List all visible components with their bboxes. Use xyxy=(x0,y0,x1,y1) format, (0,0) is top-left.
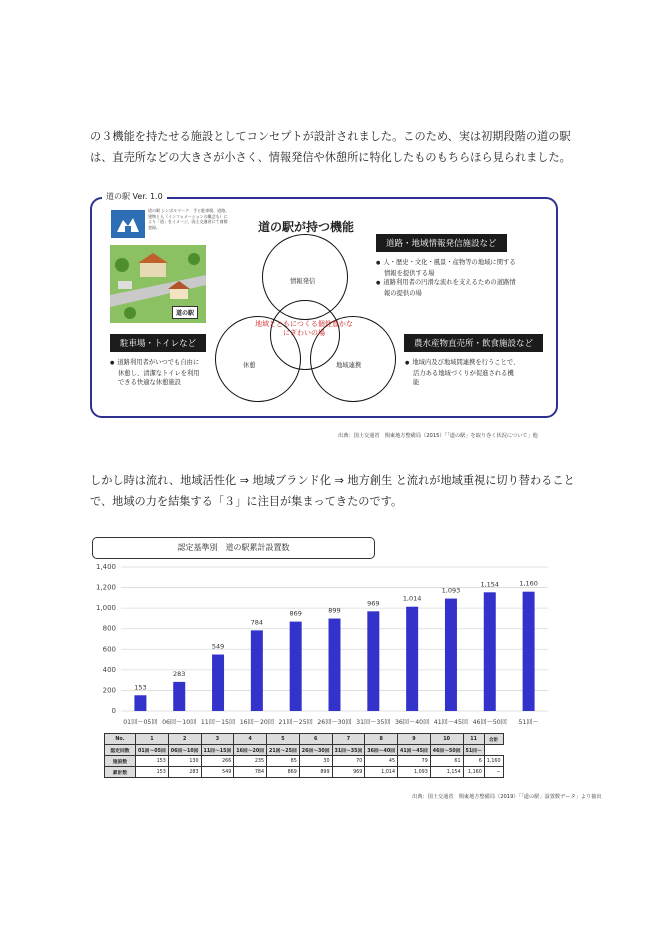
x-tick-label: 26回〜30回 xyxy=(317,719,352,726)
table-cell: 21回〜25回 xyxy=(267,745,300,756)
y-tick-label: 200 xyxy=(102,686,116,695)
table-header-cell: 1 xyxy=(136,734,169,745)
table-cell: 26回〜30回 xyxy=(299,745,332,756)
y-tick-label: 1,000 xyxy=(95,604,116,613)
diagram-title: 道の駅 Ver. 1.0 xyxy=(102,191,167,202)
bar-chart xyxy=(86,560,556,730)
chart-title: 認定基準別 道の駅累計設置数 xyxy=(92,537,375,559)
data-label: 283 xyxy=(173,669,186,678)
table-cell: 累計数 xyxy=(105,767,136,778)
table-cell: 1,014 xyxy=(365,767,398,778)
table-cell: 41回〜45回 xyxy=(398,745,431,756)
bullet-link-1: ● 地域内及び地域間連携を行うことで、活力ある地域づくりが促進される機能 xyxy=(405,358,520,388)
bar xyxy=(290,622,302,711)
table-cell: 61 xyxy=(430,756,463,767)
table-cell: 869 xyxy=(267,767,300,778)
data-label: 784 xyxy=(250,618,264,627)
data-label: 153 xyxy=(134,683,147,692)
paragraph-1: の３機能を持たせる施設としてコンセプトが設計されました。このため、実は初期段階の道の駅は、直売所などの大きさが小さく、情報発信や休憩所に特化したものもちらほら見られました。 xyxy=(90,130,571,164)
table-cell: 283 xyxy=(168,767,201,778)
table-header-row xyxy=(105,734,504,745)
table-header-cell: 3 xyxy=(201,734,234,745)
label-link-facility: 農水産物直売所・飲食施設など xyxy=(404,334,543,352)
table-cell: 11回〜15回 xyxy=(201,745,234,756)
table-cell: 85 xyxy=(267,756,300,767)
table-cell: 1,160 xyxy=(463,767,484,778)
bar xyxy=(173,682,185,711)
table-header-cell: 5 xyxy=(267,734,300,745)
table-header-cell: 10 xyxy=(430,734,463,745)
table-cell: 46回〜50回 xyxy=(430,745,463,756)
data-label: 1,154 xyxy=(480,580,500,589)
data-label: 549 xyxy=(211,642,225,651)
y-tick-label: 1,200 xyxy=(95,583,116,592)
bullets-rest xyxy=(110,358,205,388)
table-cell: 45 xyxy=(365,756,398,767)
table-cell: 認定回数 xyxy=(105,745,136,756)
x-tick-label: 01回〜05回 xyxy=(123,719,158,726)
table-cell: 969 xyxy=(332,767,365,778)
table-header-cell: 6 xyxy=(299,734,332,745)
bar xyxy=(484,592,496,711)
bar xyxy=(445,599,457,711)
bullets-link xyxy=(405,358,520,388)
table-row xyxy=(105,767,504,778)
table-cell: 1,160 xyxy=(484,756,503,767)
table-cell: 266 xyxy=(201,756,234,767)
michi-no-eki-logo-icon xyxy=(111,210,145,238)
x-tick-label: 51回〜 xyxy=(518,719,539,726)
circle-label-regional-link: 地域連携 xyxy=(336,362,362,369)
y-tick-label: 600 xyxy=(102,645,116,654)
x-tick-label: 46回〜50回 xyxy=(472,719,507,726)
table-cell: 1,093 xyxy=(398,767,431,778)
x-tick-label: 11回〜15回 xyxy=(200,719,236,726)
bar xyxy=(251,630,263,711)
table-header-cell: 2 xyxy=(168,734,201,745)
functions-title: 道の駅が持つ機能 xyxy=(258,220,355,234)
data-label: 1,160 xyxy=(519,579,538,588)
circle-label-rest: 休憩 xyxy=(243,362,256,369)
table-cell: 6 xyxy=(463,756,484,767)
bullets-info xyxy=(376,258,516,298)
x-tick-label: 36回〜40回 xyxy=(394,719,430,726)
y-tick-label: 1,400 xyxy=(95,563,116,571)
y-tick-label: 0 xyxy=(111,707,116,715)
table-cell: 899 xyxy=(299,767,332,778)
table-cell: 130 xyxy=(168,756,201,767)
table-cell: 235 xyxy=(234,756,267,767)
bar xyxy=(134,695,146,711)
table-cell: 784 xyxy=(234,767,267,778)
label-rest-facility: 駐車場・トイレなど xyxy=(110,334,206,352)
table-cell: 1,154 xyxy=(430,767,463,778)
bar xyxy=(212,655,224,711)
y-tick-label: 800 xyxy=(102,624,116,633)
bullet-info-2: ● 道路利用者の円滑な流れを支えるための道路情報の提供の場 xyxy=(376,278,516,298)
x-tick-label: 41回〜45回 xyxy=(433,719,469,726)
table-row xyxy=(105,756,504,767)
table-cell: 79 xyxy=(398,756,431,767)
table-cell: 70 xyxy=(332,756,365,767)
table-cell: 549 xyxy=(201,767,234,778)
x-tick-label: 06回〜10回 xyxy=(162,719,197,726)
data-table xyxy=(104,733,504,778)
illustration-label: 道の駅 xyxy=(172,306,198,319)
label-info-facility: 道路・地域情報発信施設など xyxy=(376,234,507,252)
table-header-cell: 8 xyxy=(365,734,398,745)
data-label: 1,014 xyxy=(402,594,422,603)
bar xyxy=(367,611,379,711)
data-label: 899 xyxy=(328,606,341,615)
table-header-cell: 9 xyxy=(398,734,431,745)
data-label: 869 xyxy=(289,609,302,618)
x-tick-label: 31回〜35回 xyxy=(356,719,391,726)
paragraph-2: しかし時は流れ、地域活性化 ⇒ 地域ブランド化 ⇒ 地方創生 と流れが地域重視に切り替わることで、地域の力を結集する「３」に注目が集まってきたのです。 xyxy=(90,474,575,508)
table-cell: 06回〜10回 xyxy=(168,745,201,756)
table-cell: 16回〜20回 xyxy=(234,745,267,756)
bullet-info-1: ● 人・歴史・文化・風景・産物等の地域に関する情報を提供する場 xyxy=(376,258,516,278)
table-cell: 30 xyxy=(299,756,332,767)
bar xyxy=(406,607,418,711)
x-tick-label: 21回〜25回 xyxy=(278,719,313,726)
table-header-cell: 合計 xyxy=(484,734,503,745)
bar xyxy=(329,619,341,711)
table-cell: 施設数 xyxy=(105,756,136,767)
table-row xyxy=(105,745,504,756)
bullet-rest-1: ● 道路利用者がいつでも自由に休憩し、清潔なトイレを利用できる快適な休憩施設 xyxy=(110,358,205,388)
table-cell: − xyxy=(484,767,503,778)
table-header-cell: No. xyxy=(105,734,136,745)
table-cell: 51回〜 xyxy=(463,745,484,756)
table-cell: 36回〜40回 xyxy=(365,745,398,756)
bar xyxy=(523,592,535,711)
diagram-source: 出典：国土交通省 関東地方整備局（2015）「「道の駅」を取り巻く状況について」他 xyxy=(338,433,538,439)
chart-source: 出典：国土交通省 関東地方整備局（2019）「「道の駅」設置数データ」より抽出 xyxy=(412,794,602,800)
table-cell: 01回〜05回 xyxy=(136,745,169,756)
x-tick-label: 16回〜20回 xyxy=(239,719,275,726)
y-tick-label: 400 xyxy=(102,665,116,674)
table-header-cell: 4 xyxy=(234,734,267,745)
center-concept-text: 地域とともにつくる個性豊かなにぎわいの場 xyxy=(255,320,353,337)
table-header-cell: 7 xyxy=(332,734,365,745)
data-label: 1,093 xyxy=(441,586,461,595)
logo-description: 道の駅 シンボルマーク 手と駐車場、道路、建物と人（インフォメーションの概念も）により「道」をイメージ。国土交通省にて商標登録。 xyxy=(148,208,230,230)
table-cell: 153 xyxy=(136,756,169,767)
table-header-cell: 11 xyxy=(463,734,484,745)
data-label: 969 xyxy=(367,599,380,608)
table-cell: 153 xyxy=(136,767,169,778)
table-cell: 31回〜35回 xyxy=(332,745,365,756)
circle-label-information: 情報発信 xyxy=(290,278,316,285)
